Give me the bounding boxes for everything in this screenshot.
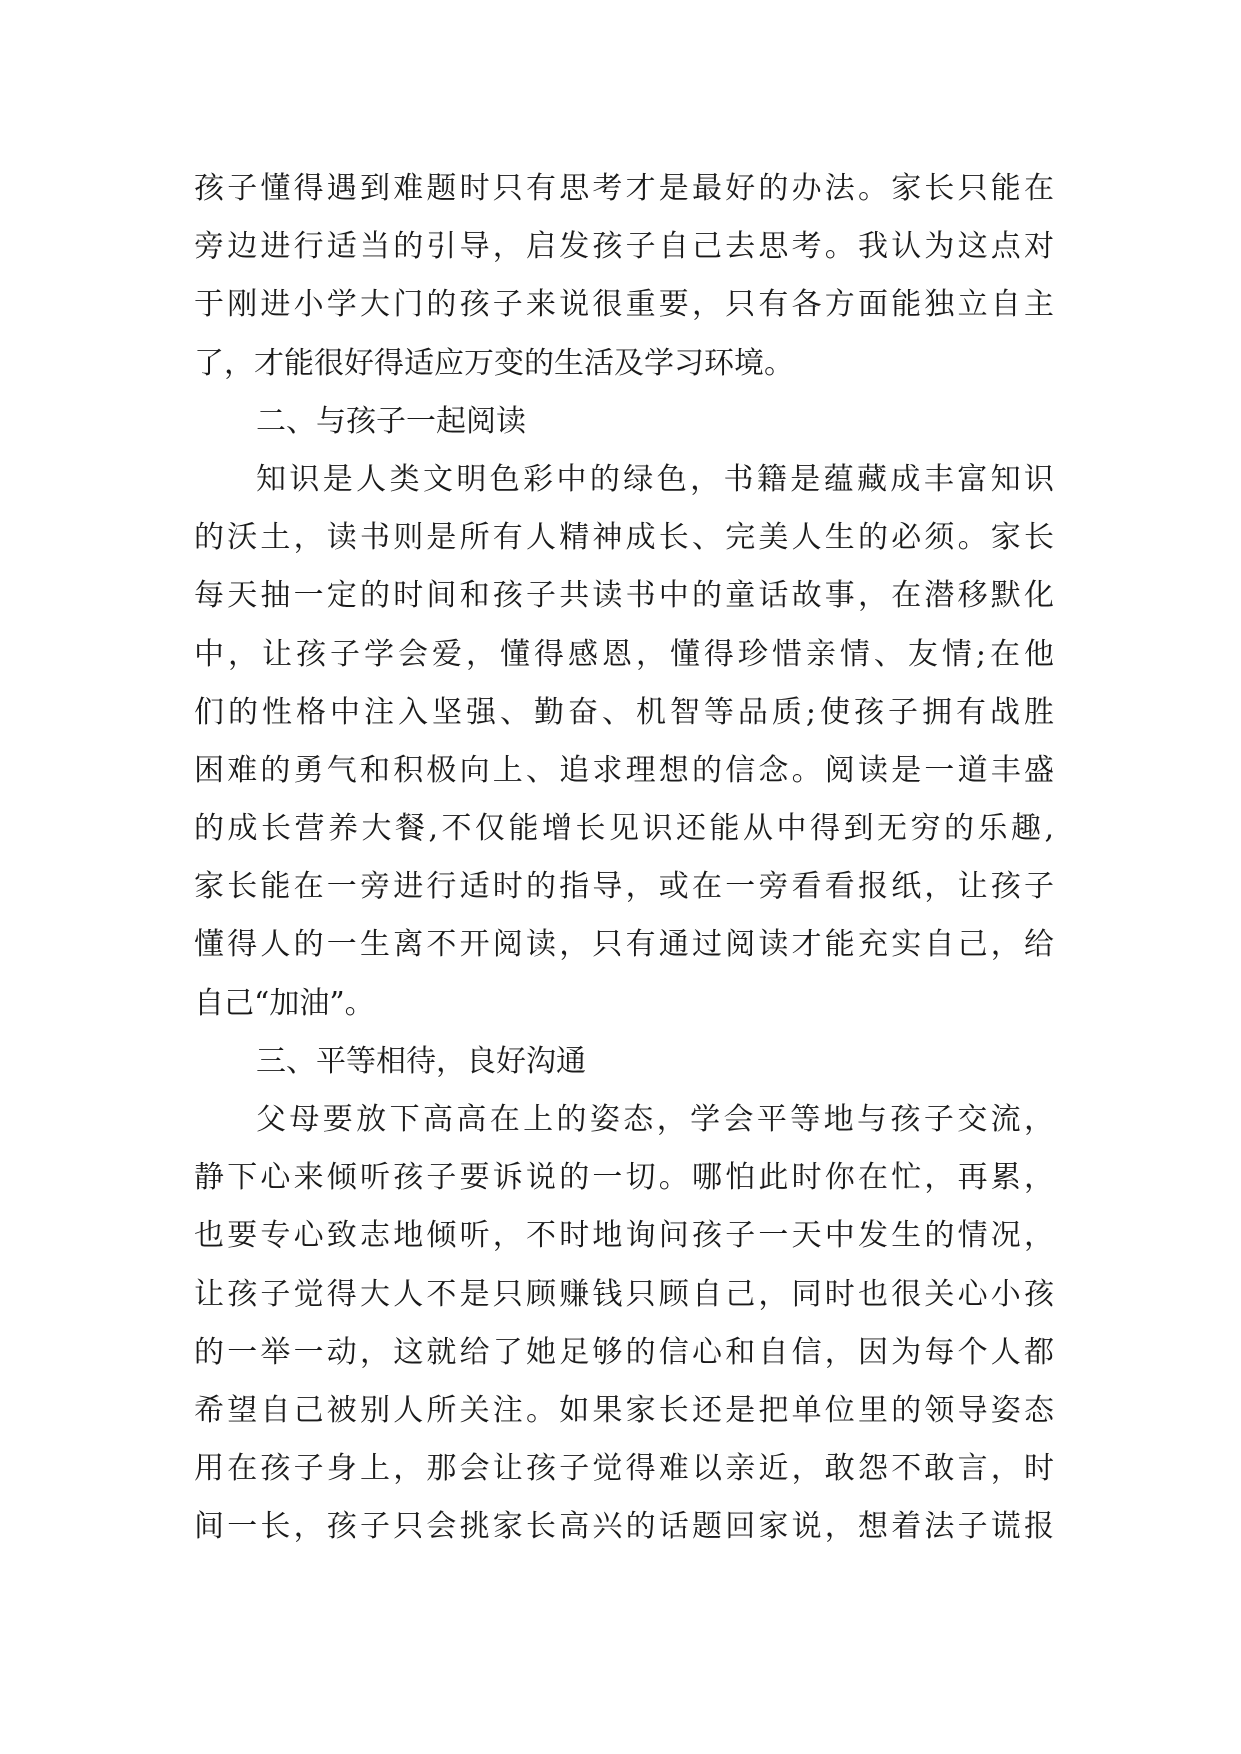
section-heading: 三、平等相待，良好沟通 xyxy=(256,1043,586,1079)
text-line: 们的性格中注入坚强、勤奋、机智等品质;使孩子拥有战胜 xyxy=(194,694,1054,730)
text-line: 的沃土，读书则是所有人精神成长、完美人生的必须。家长 xyxy=(194,520,1054,556)
text-line: 让孩子觉得大人不是只顾赚钱只顾自己，同时也很关心小孩 xyxy=(194,1276,1054,1312)
text-line: 中，让孩子学会爱，懂得感恩，懂得珍惜亲情、友情;在他 xyxy=(194,636,1054,672)
text-line: 懂得人的一生离不开阅读，只有通过阅读才能充实自己，给 xyxy=(194,927,1054,963)
text-line: 父母要放下高高在上的姿态，学会平等地与孩子交流， xyxy=(256,1102,1054,1137)
text-line: 静下心来倾听孩子要诉说的一切。哪怕此时你在忙，再累， xyxy=(194,1160,1054,1196)
text-line: 孩子懂得遇到难题时只有思考才是最好的办法。家长只能在 xyxy=(194,171,1054,206)
text-line: 家长能在一旁进行适时的指导，或在一旁看看报纸，让孩子 xyxy=(194,869,1054,905)
text-line: 知识是人类文明色彩中的绿色，书籍是蕴藏成丰富知识 xyxy=(256,461,1054,497)
text-line: 困难的勇气和积极向上、追求理想的信念。阅读是一道丰盛 xyxy=(194,752,1054,788)
text-line: 的一举一动，这就给了她足够的信心和自信，因为每个人都 xyxy=(194,1334,1054,1370)
text-line: 间一长，孩子只会挑家长高兴的话题回家说，想着法子谎报 xyxy=(194,1509,1054,1545)
text-line: 每天抽一定的时间和孩子共读书中的童话故事，在潜移默化 xyxy=(194,578,1054,614)
text-line: 于刚进小学大门的孩子来说很重要，只有各方面能独立自主 xyxy=(194,287,1054,323)
text-line: 的成长营养大餐,不仅能增长见识还能从中得到无穷的乐趣, xyxy=(194,811,1054,847)
text-line: 自己“加油”。 xyxy=(194,985,375,1021)
text-line: 也要专心致志地倾听，不时地询问孩子一天中发生的情况， xyxy=(194,1218,1054,1254)
text-line: 用在孩子身上，那会让孩子觉得难以亲近，敢怨不敢言，时 xyxy=(194,1451,1054,1487)
section-heading: 二、与孩子一起阅读 xyxy=(256,403,526,439)
text-line: 旁边进行适当的引导，启发孩子自己去思考。我认为这点对 xyxy=(194,229,1054,265)
text-line: 了，才能很好得适应万变的生活及学习环境。 xyxy=(194,345,794,381)
text-line: 希望自己被别人所关注。如果家长还是把单位里的领导姿态 xyxy=(194,1392,1054,1428)
document-body xyxy=(194,160,1054,1557)
